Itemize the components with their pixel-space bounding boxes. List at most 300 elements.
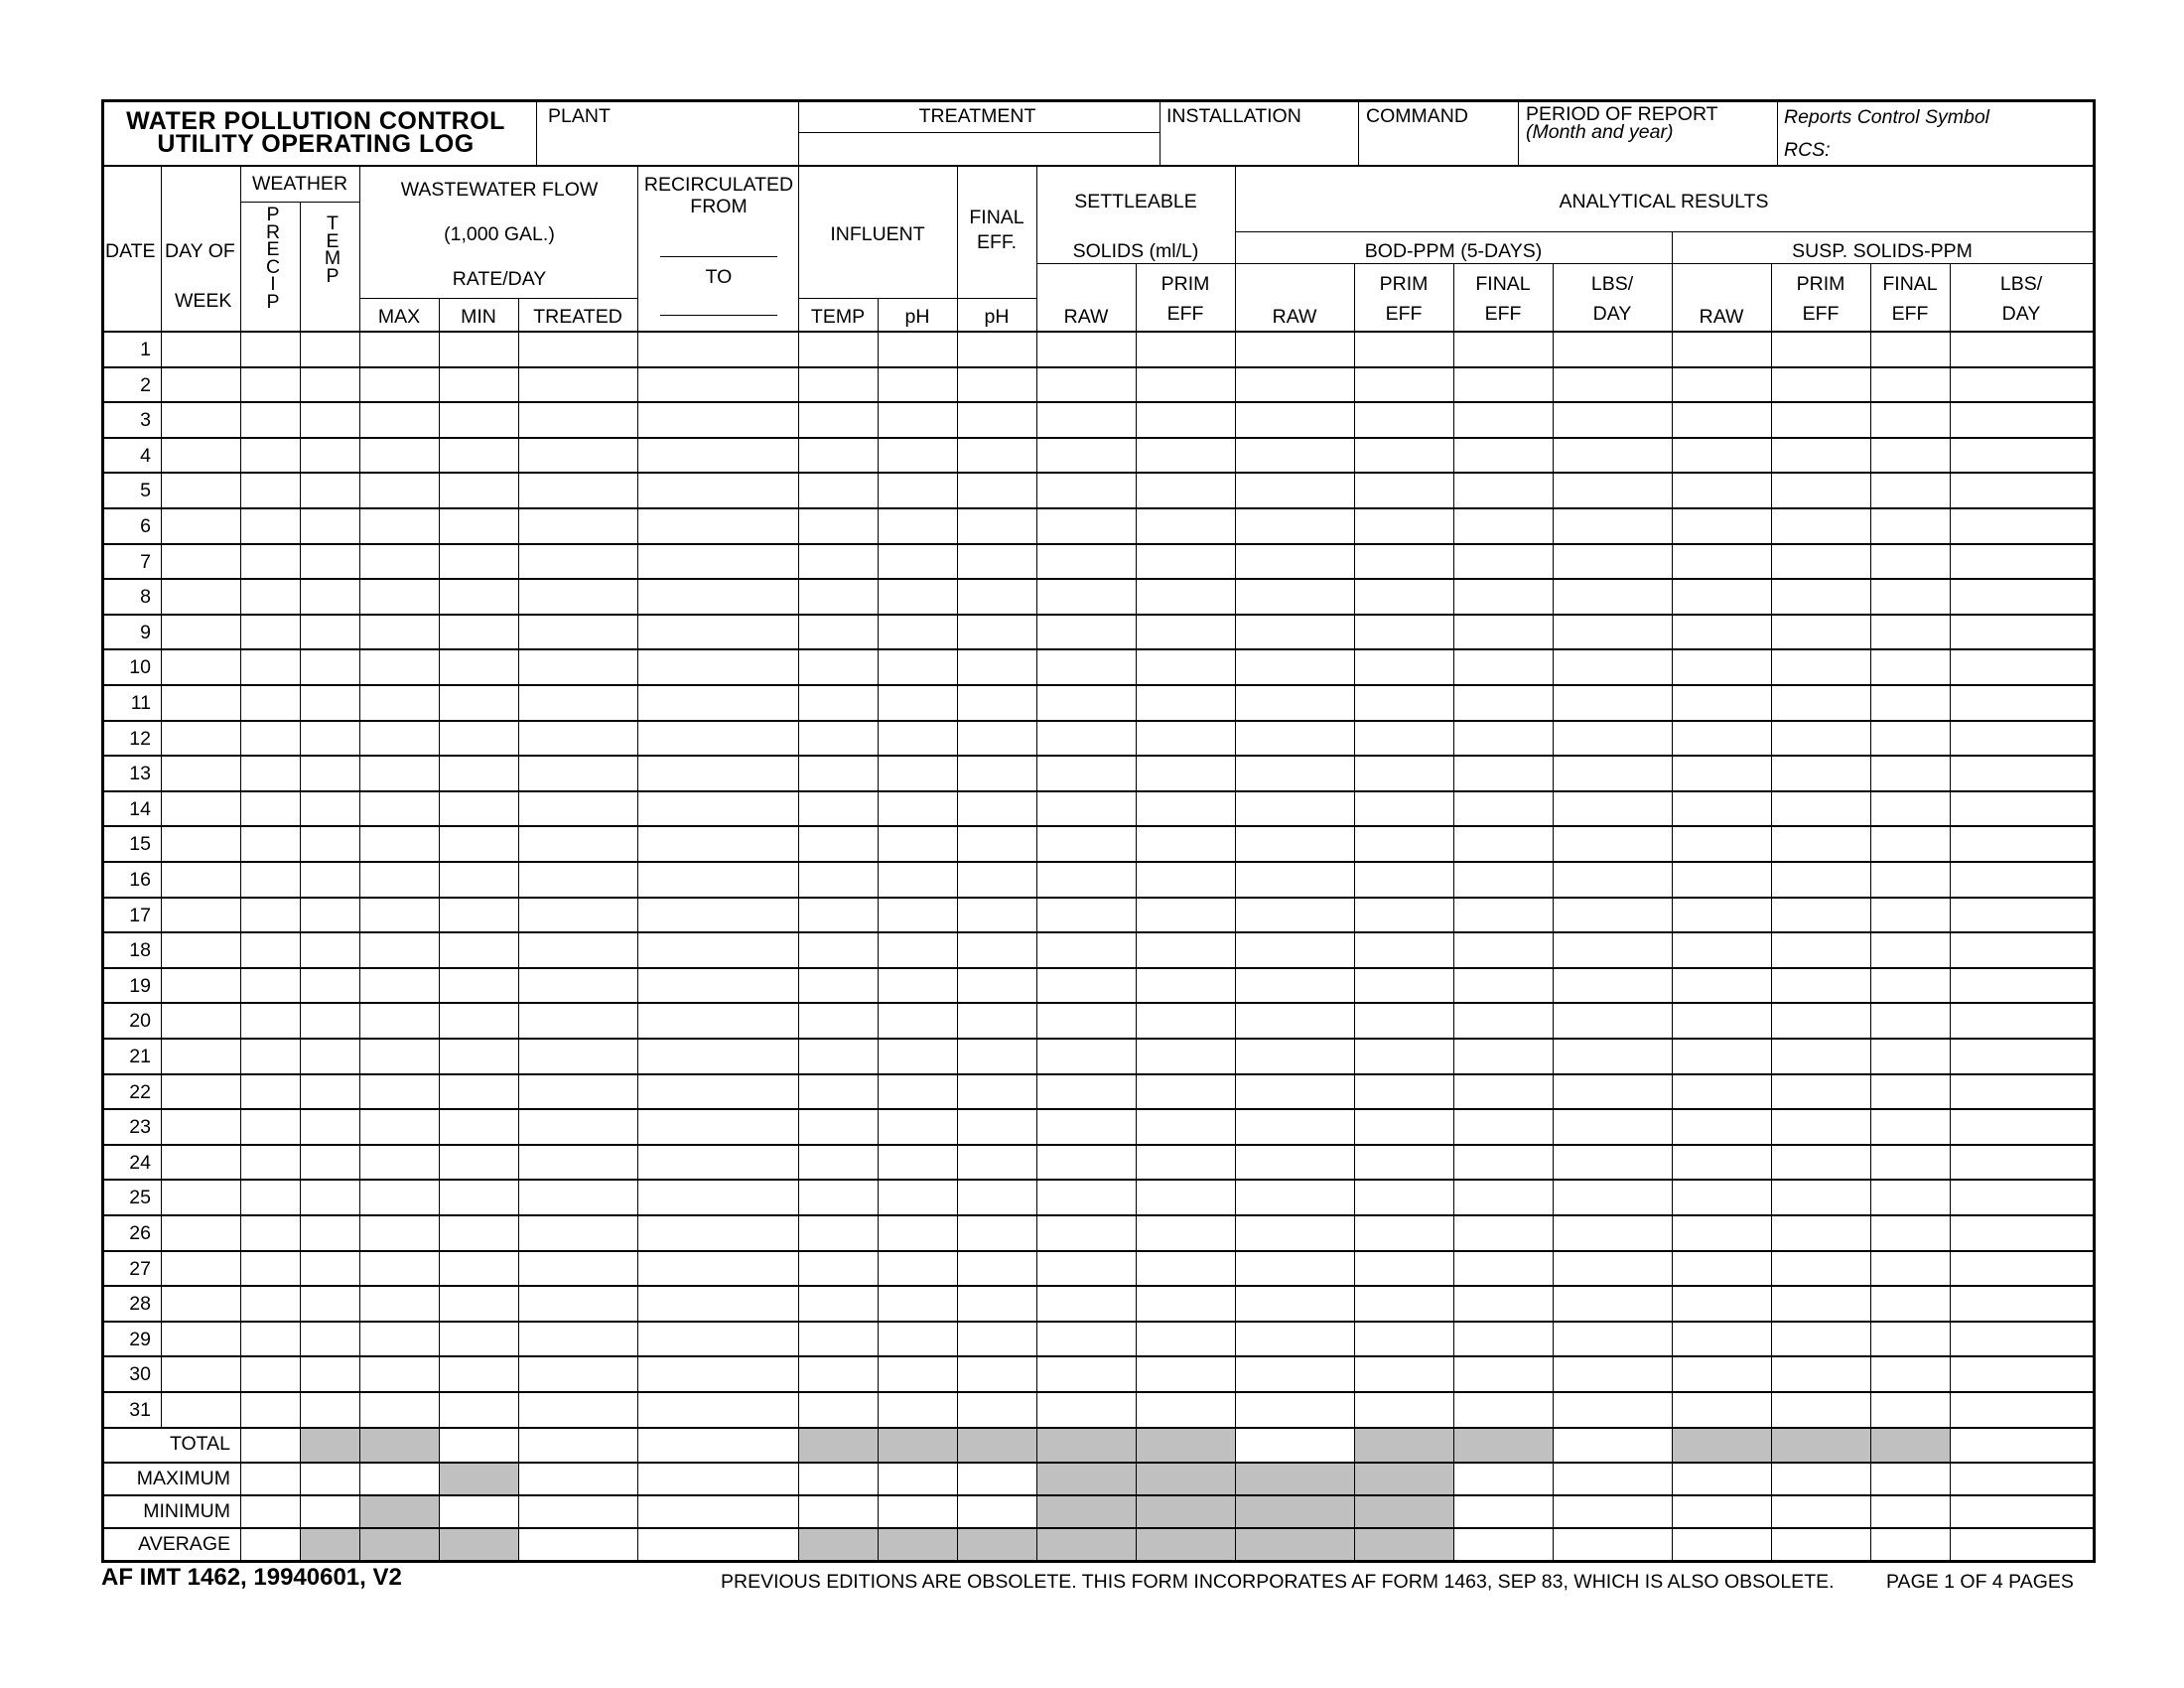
log-entry-cell[interactable] [879,1004,956,1037]
log-entry-cell[interactable] [241,1181,299,1213]
log-entry-cell[interactable] [1037,1393,1135,1426]
log-entry-cell[interactable] [1871,439,1949,471]
log-entry-cell[interactable] [638,474,797,506]
log-entry-cell[interactable] [1554,403,1671,436]
log-entry-cell[interactable] [1355,368,1452,400]
log-entry-cell[interactable] [301,1110,358,1143]
log-entry-cell[interactable] [1236,792,1353,824]
log-entry-cell[interactable] [799,474,877,506]
log-entry-cell[interactable] [1554,1040,1671,1072]
log-entry-cell[interactable] [958,757,1035,789]
log-entry-cell[interactable] [1673,863,1770,896]
log-entry-cell[interactable] [958,1323,1035,1354]
log-entry-cell[interactable] [301,1357,358,1390]
log-entry-cell[interactable] [241,722,299,754]
log-entry-cell[interactable] [301,863,358,896]
log-entry-cell[interactable] [799,722,877,754]
log-entry-cell[interactable] [241,403,299,436]
log-entry-cell[interactable] [360,933,438,966]
log-entry-cell[interactable] [879,1181,956,1213]
log-entry-cell[interactable] [638,509,797,542]
log-entry-cell[interactable] [241,580,299,613]
log-entry-cell[interactable] [1355,545,1452,577]
log-entry-cell[interactable] [1554,545,1671,577]
log-entry-cell[interactable] [1951,333,2092,365]
log-entry-cell[interactable] [1454,439,1552,471]
log-entry-cell[interactable] [440,616,517,647]
log-entry-cell[interactable] [162,792,239,824]
log-entry-cell[interactable] [1037,686,1135,719]
log-entry-cell[interactable] [1454,1252,1552,1284]
log-entry-cell[interactable] [958,1110,1035,1143]
log-entry-cell[interactable] [1355,686,1452,719]
log-entry-cell[interactable] [1772,616,1869,647]
log-entry-cell[interactable] [1772,1181,1869,1213]
log-entry-cell[interactable] [958,899,1035,930]
log-entry-cell[interactable] [1454,722,1552,754]
log-entry-cell[interactable] [162,1323,239,1354]
log-entry-cell[interactable] [1236,899,1353,930]
log-entry-cell[interactable] [360,899,438,930]
period-field[interactable] [1518,139,1768,163]
log-entry-cell[interactable] [879,686,956,719]
log-entry-cell[interactable] [1454,1075,1552,1107]
log-entry-cell[interactable] [1673,933,1770,966]
log-entry-cell[interactable] [1037,545,1135,577]
log-entry-cell[interactable] [1137,899,1234,930]
log-entry-cell[interactable] [1772,933,1869,966]
log-entry-cell[interactable] [360,827,438,860]
log-entry-cell[interactable] [1554,686,1671,719]
log-entry-cell[interactable] [1772,757,1869,789]
log-entry-cell[interactable] [1673,580,1770,613]
log-entry-cell[interactable] [1673,474,1770,506]
log-entry-cell[interactable] [1236,650,1353,683]
log-entry-cell[interactable] [241,1146,299,1178]
log-entry-cell[interactable] [1772,969,1869,1001]
log-entry-cell[interactable] [1236,863,1353,896]
log-entry-cell[interactable] [1951,863,2092,896]
log-entry-cell[interactable] [1673,1216,1770,1249]
log-entry-cell[interactable] [1951,474,2092,506]
log-entry-cell[interactable] [1037,616,1135,647]
log-entry-cell[interactable] [799,439,877,471]
log-entry-cell[interactable] [1871,1216,1949,1249]
log-entry-cell[interactable] [360,1146,438,1178]
log-entry-cell[interactable] [360,1323,438,1354]
log-entry-cell[interactable] [1454,1216,1552,1249]
log-entry-cell[interactable] [1554,827,1671,860]
log-entry-cell[interactable] [1355,1004,1452,1037]
log-entry-cell[interactable] [1454,1181,1552,1213]
log-entry-cell[interactable] [1355,509,1452,542]
log-entry-cell[interactable] [1772,368,1869,400]
log-entry-cell[interactable] [1137,792,1234,824]
log-entry-cell[interactable] [360,650,438,683]
log-entry-cell[interactable] [519,1287,636,1320]
log-entry-cell[interactable] [1454,827,1552,860]
log-entry-cell[interactable] [799,650,877,683]
log-entry-cell[interactable] [1673,722,1770,754]
log-entry-cell[interactable] [799,1252,877,1284]
log-entry-cell[interactable] [1236,686,1353,719]
log-entry-cell[interactable] [440,1252,517,1284]
log-entry-cell[interactable] [958,403,1035,436]
log-entry-cell[interactable] [1137,650,1234,683]
log-entry-cell[interactable] [799,333,877,365]
log-entry-cell[interactable] [638,1075,797,1107]
log-entry-cell[interactable] [360,1252,438,1284]
log-entry-cell[interactable] [1951,1004,2092,1037]
log-entry-cell[interactable] [1772,686,1869,719]
log-entry-cell[interactable] [519,792,636,824]
log-entry-cell[interactable] [879,509,956,542]
log-entry-cell[interactable] [1037,827,1135,860]
log-entry-cell[interactable] [241,368,299,400]
log-entry-cell[interactable] [1951,792,2092,824]
log-entry-cell[interactable] [1236,1110,1353,1143]
log-entry-cell[interactable] [1355,827,1452,860]
log-entry-cell[interactable] [162,474,239,506]
log-entry-cell[interactable] [799,1323,877,1354]
log-entry-cell[interactable] [1554,722,1671,754]
log-entry-cell[interactable] [879,545,956,577]
log-entry-cell[interactable] [1772,509,1869,542]
log-entry-cell[interactable] [1454,545,1552,577]
log-entry-cell[interactable] [1137,1075,1234,1107]
log-entry-cell[interactable] [241,899,299,930]
log-entry-cell[interactable] [879,1040,956,1072]
log-entry-cell[interactable] [879,616,956,647]
log-entry-cell[interactable] [301,474,358,506]
log-entry-cell[interactable] [958,1004,1035,1037]
log-entry-cell[interactable] [1137,545,1234,577]
log-entry-cell[interactable] [1137,1110,1234,1143]
log-entry-cell[interactable] [1554,1181,1671,1213]
log-entry-cell[interactable] [1355,650,1452,683]
log-entry-cell[interactable] [1951,1252,2092,1284]
log-entry-cell[interactable] [241,1216,299,1249]
log-entry-cell[interactable] [1951,722,2092,754]
log-entry-cell[interactable] [360,1110,438,1143]
log-entry-cell[interactable] [241,1287,299,1320]
log-entry-cell[interactable] [1454,333,1552,365]
log-entry-cell[interactable] [1454,686,1552,719]
log-entry-cell[interactable] [799,1181,877,1213]
log-entry-cell[interactable] [162,1252,239,1284]
log-entry-cell[interactable] [1037,509,1135,542]
log-entry-cell[interactable] [638,757,797,789]
log-entry-cell[interactable] [440,1146,517,1178]
log-entry-cell[interactable] [799,368,877,400]
log-entry-cell[interactable] [1454,616,1552,647]
log-entry-cell[interactable] [1037,1004,1135,1037]
log-entry-cell[interactable] [1454,933,1552,966]
log-entry-cell[interactable] [638,1393,797,1426]
log-entry-cell[interactable] [301,1004,358,1037]
log-entry-cell[interactable] [1951,1357,2092,1390]
log-entry-cell[interactable] [958,580,1035,613]
log-entry-cell[interactable] [1454,368,1552,400]
log-entry-cell[interactable] [958,722,1035,754]
log-entry-cell[interactable] [958,1146,1035,1178]
log-entry-cell[interactable] [162,1004,239,1037]
log-entry-cell[interactable] [1037,1181,1135,1213]
log-entry-cell[interactable] [1037,368,1135,400]
log-entry-cell[interactable] [1871,474,1949,506]
log-entry-cell[interactable] [1454,1110,1552,1143]
log-entry-cell[interactable] [638,1146,797,1178]
log-entry-cell[interactable] [241,1110,299,1143]
log-entry-cell[interactable] [519,863,636,896]
log-entry-cell[interactable] [1772,899,1869,930]
log-entry-cell[interactable] [1772,333,1869,365]
log-entry-cell[interactable] [1236,403,1353,436]
log-entry-cell[interactable] [162,1181,239,1213]
log-entry-cell[interactable] [1772,1075,1869,1107]
log-entry-cell[interactable] [1871,863,1949,896]
log-entry-cell[interactable] [360,1216,438,1249]
log-entry-cell[interactable] [638,580,797,613]
log-entry-cell[interactable] [958,792,1035,824]
log-entry-cell[interactable] [301,545,358,577]
log-entry-cell[interactable] [1037,1110,1135,1143]
log-entry-cell[interactable] [638,1004,797,1037]
log-entry-cell[interactable] [1037,899,1135,930]
log-entry-cell[interactable] [1554,1004,1671,1037]
log-entry-cell[interactable] [1673,969,1770,1001]
log-entry-cell[interactable] [879,757,956,789]
log-entry-cell[interactable] [360,474,438,506]
log-entry-cell[interactable] [1355,1146,1452,1178]
log-entry-cell[interactable] [162,616,239,647]
plant-field[interactable] [542,129,796,163]
log-entry-cell[interactable] [1037,474,1135,506]
log-entry-cell[interactable] [1554,1252,1671,1284]
log-entry-cell[interactable] [301,1075,358,1107]
log-entry-cell[interactable] [1871,1075,1949,1107]
log-entry-cell[interactable] [1951,757,2092,789]
log-entry-cell[interactable] [360,580,438,613]
log-entry-cell[interactable] [519,827,636,860]
log-entry-cell[interactable] [1951,1216,2092,1249]
log-entry-cell[interactable] [1673,1393,1770,1426]
log-entry-cell[interactable] [301,827,358,860]
log-entry-cell[interactable] [958,1252,1035,1284]
log-entry-cell[interactable] [1951,933,2092,966]
log-entry-cell[interactable] [1355,933,1452,966]
log-entry-cell[interactable] [1772,792,1869,824]
log-entry-cell[interactable] [241,545,299,577]
log-entry-cell[interactable] [519,616,636,647]
log-entry-cell[interactable] [1137,580,1234,613]
log-entry-cell[interactable] [1772,439,1869,471]
log-entry-cell[interactable] [1137,616,1234,647]
log-entry-cell[interactable] [241,686,299,719]
log-entry-cell[interactable] [958,545,1035,577]
log-entry-cell[interactable] [958,969,1035,1001]
log-entry-cell[interactable] [440,792,517,824]
log-entry-cell[interactable] [1772,827,1869,860]
log-entry-cell[interactable] [638,616,797,647]
log-entry-cell[interactable] [162,722,239,754]
log-entry-cell[interactable] [241,1040,299,1072]
log-entry-cell[interactable] [440,1004,517,1037]
log-entry-cell[interactable] [1772,1287,1869,1320]
log-entry-cell[interactable] [879,474,956,506]
log-entry-cell[interactable] [799,1393,877,1426]
log-entry-cell[interactable] [799,1110,877,1143]
log-entry-cell[interactable] [440,899,517,930]
log-entry-cell[interactable] [301,439,358,471]
log-entry-cell[interactable] [1871,792,1949,824]
log-entry-cell[interactable] [301,686,358,719]
log-entry-cell[interactable] [241,1004,299,1037]
log-entry-cell[interactable] [1951,403,2092,436]
log-entry-cell[interactable] [1454,650,1552,683]
log-entry-cell[interactable] [301,1252,358,1284]
log-entry-cell[interactable] [1951,439,2092,471]
log-entry-cell[interactable] [1772,1357,1869,1390]
log-entry-cell[interactable] [1871,1146,1949,1178]
log-entry-cell[interactable] [879,580,956,613]
log-entry-cell[interactable] [360,1004,438,1037]
log-entry-cell[interactable] [1454,1146,1552,1178]
log-entry-cell[interactable] [799,792,877,824]
log-entry-cell[interactable] [1137,1393,1234,1426]
log-entry-cell[interactable] [879,650,956,683]
log-entry-cell[interactable] [1355,1216,1452,1249]
log-entry-cell[interactable] [1236,933,1353,966]
log-entry-cell[interactable] [1554,474,1671,506]
log-entry-cell[interactable] [799,863,877,896]
log-entry-cell[interactable] [440,439,517,471]
log-entry-cell[interactable] [1236,580,1353,613]
log-entry-cell[interactable] [162,580,239,613]
log-entry-cell[interactable] [879,368,956,400]
log-entry-cell[interactable] [1037,650,1135,683]
log-entry-cell[interactable] [1772,1110,1869,1143]
log-entry-cell[interactable] [799,757,877,789]
log-entry-cell[interactable] [1236,333,1353,365]
log-entry-cell[interactable] [1236,474,1353,506]
log-entry-cell[interactable] [1037,1040,1135,1072]
log-entry-cell[interactable] [519,1252,636,1284]
log-entry-cell[interactable] [440,722,517,754]
log-entry-cell[interactable] [1673,650,1770,683]
log-entry-cell[interactable] [799,827,877,860]
log-entry-cell[interactable] [241,1323,299,1354]
log-entry-cell[interactable] [519,580,636,613]
log-entry-cell[interactable] [1673,1181,1770,1213]
log-entry-cell[interactable] [241,333,299,365]
log-entry-cell[interactable] [1454,1040,1552,1072]
log-entry-cell[interactable] [1673,1357,1770,1390]
log-entry-cell[interactable] [879,899,956,930]
log-entry-cell[interactable] [519,403,636,436]
log-entry-cell[interactable] [162,333,239,365]
log-entry-cell[interactable] [1673,686,1770,719]
log-entry-cell[interactable] [879,792,956,824]
log-entry-cell[interactable] [1355,1075,1452,1107]
log-entry-cell[interactable] [1871,580,1949,613]
log-entry-cell[interactable] [440,650,517,683]
log-entry-cell[interactable] [879,1323,956,1354]
log-entry-cell[interactable] [1037,933,1135,966]
log-entry-cell[interactable] [1673,1040,1770,1072]
log-entry-cell[interactable] [1137,368,1234,400]
log-entry-cell[interactable] [360,722,438,754]
log-entry-cell[interactable] [799,969,877,1001]
log-entry-cell[interactable] [1355,1181,1452,1213]
log-entry-cell[interactable] [301,1216,358,1249]
log-entry-cell[interactable] [1236,757,1353,789]
log-entry-cell[interactable] [440,1393,517,1426]
log-entry-cell[interactable] [241,863,299,896]
log-entry-cell[interactable] [1772,1146,1869,1178]
log-entry-cell[interactable] [519,439,636,471]
log-entry-cell[interactable] [1772,1393,1869,1426]
log-entry-cell[interactable] [1137,439,1234,471]
log-entry-cell[interactable] [1037,722,1135,754]
log-entry-cell[interactable] [799,580,877,613]
log-entry-cell[interactable] [162,827,239,860]
log-entry-cell[interactable] [1137,827,1234,860]
log-entry-cell[interactable] [440,403,517,436]
log-entry-cell[interactable] [440,545,517,577]
log-entry-cell[interactable] [1355,899,1452,930]
log-entry-cell[interactable] [1871,1323,1949,1354]
log-entry-cell[interactable] [162,1357,239,1390]
log-entry-cell[interactable] [519,509,636,542]
log-entry-cell[interactable] [638,1323,797,1354]
log-entry-cell[interactable] [1772,863,1869,896]
log-entry-cell[interactable] [958,474,1035,506]
log-entry-cell[interactable] [879,1252,956,1284]
log-entry-cell[interactable] [440,969,517,1001]
log-entry-cell[interactable] [241,792,299,824]
log-entry-cell[interactable] [1554,863,1671,896]
log-entry-cell[interactable] [1037,439,1135,471]
log-entry-cell[interactable] [162,368,239,400]
log-entry-cell[interactable] [301,580,358,613]
log-entry-cell[interactable] [519,1040,636,1072]
log-entry-cell[interactable] [799,1216,877,1249]
log-entry-cell[interactable] [360,1357,438,1390]
log-entry-cell[interactable] [162,686,239,719]
log-entry-cell[interactable] [1554,439,1671,471]
log-entry-cell[interactable] [1772,403,1869,436]
log-entry-cell[interactable] [241,509,299,542]
log-entry-cell[interactable] [638,792,797,824]
log-entry-cell[interactable] [1236,1146,1353,1178]
log-entry-cell[interactable] [301,1181,358,1213]
log-entry-cell[interactable] [1454,969,1552,1001]
log-entry-cell[interactable] [1554,1110,1671,1143]
log-entry-cell[interactable] [440,1216,517,1249]
command-field[interactable] [1358,129,1512,163]
log-entry-cell[interactable] [638,1040,797,1072]
log-entry-cell[interactable] [1871,545,1949,577]
rcs-field[interactable] [1827,139,2093,163]
log-entry-cell[interactable] [1137,757,1234,789]
log-entry-cell[interactable] [1236,969,1353,1001]
log-entry-cell[interactable] [1554,1287,1671,1320]
log-entry-cell[interactable] [162,509,239,542]
log-entry-cell[interactable] [1236,616,1353,647]
log-entry-cell[interactable] [638,439,797,471]
log-entry-cell[interactable] [1951,1323,2092,1354]
